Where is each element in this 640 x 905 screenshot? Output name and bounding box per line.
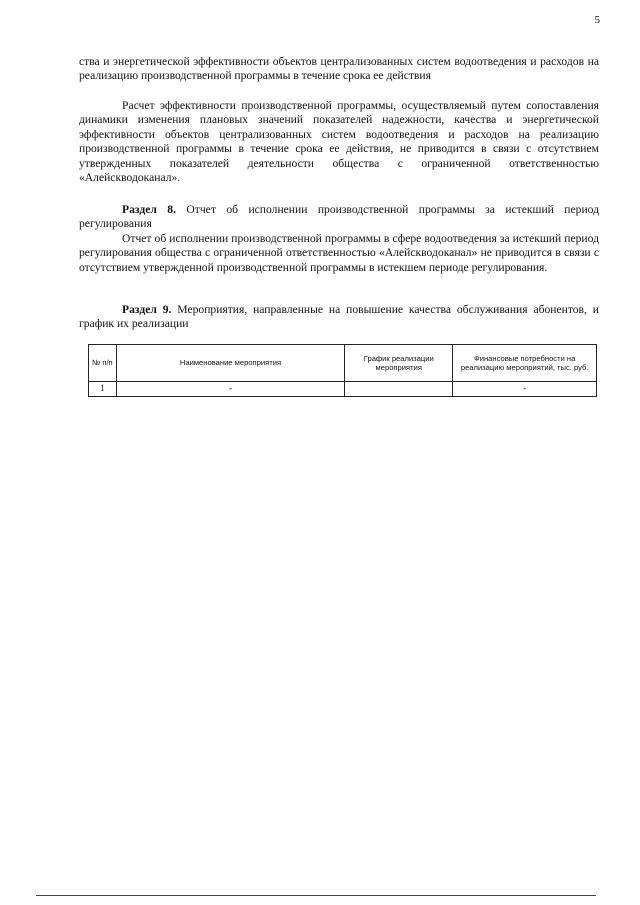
cell-num: 1 bbox=[89, 382, 117, 397]
continuation-paragraph bbox=[79, 55, 599, 84]
header-schedule: График реализации мероприятия bbox=[345, 345, 453, 382]
efficiency-text: Расчет эффективности производственной программы, осуществляемый путем сопоставления динамики изменения плановых значений показателей надежности, качества и энергетической эффективности объектов централизованных систем водоотведения и расходов на реализацию производственной программы в течение срока ее действия, не приводится в связи с отсутствием утвержденных показателей деятельности общества с ограниченной ответственностью «Алейскводоканал». bbox=[79, 99, 599, 185]
table-header-row bbox=[89, 345, 597, 382]
header-num: № п/п bbox=[89, 345, 117, 382]
section-8-body: Отчет об исполнении производственной программы в сфере водоотведения за истекший период регулирования общества с ограниченной ответственностью «Алейскводоканал» не приводится в связи с отсутствием утвержденной производственной программы в истекшем периоде регулирования. bbox=[79, 231, 599, 274]
section-9-title: Мероприятия, направленные на повышение качества обслуживания абонентов, и график их реализации bbox=[79, 303, 599, 331]
page-number: 5 bbox=[594, 14, 600, 26]
header-name: Наименование мероприятия bbox=[116, 345, 344, 382]
section-8-heading bbox=[79, 203, 599, 232]
measures-table bbox=[88, 344, 597, 397]
section-8-label: Раздел 8. bbox=[122, 203, 176, 216]
page-bottom-rule bbox=[36, 895, 596, 896]
section-9-heading bbox=[79, 303, 599, 332]
cell-finance: - bbox=[453, 382, 597, 397]
efficiency-paragraph bbox=[79, 99, 599, 185]
section-8 bbox=[79, 203, 599, 275]
cell-name: - bbox=[116, 382, 344, 397]
section-9 bbox=[79, 303, 599, 332]
section-8-title: Отчет об исполнении производственной программы за истекший период регулирования bbox=[79, 203, 600, 231]
cell-schedule bbox=[345, 382, 453, 397]
section-9-label: Раздел 9. bbox=[122, 303, 172, 316]
header-finance: Финансовые потребности на реализацию мероприятий, тыс. руб. bbox=[453, 345, 597, 382]
continuation-text: ства и энергетической эффективности объектов централизованных систем водоотведения и расходов на реализацию производственной программы в течение срока ее действия bbox=[79, 55, 599, 83]
table-row bbox=[89, 382, 597, 397]
